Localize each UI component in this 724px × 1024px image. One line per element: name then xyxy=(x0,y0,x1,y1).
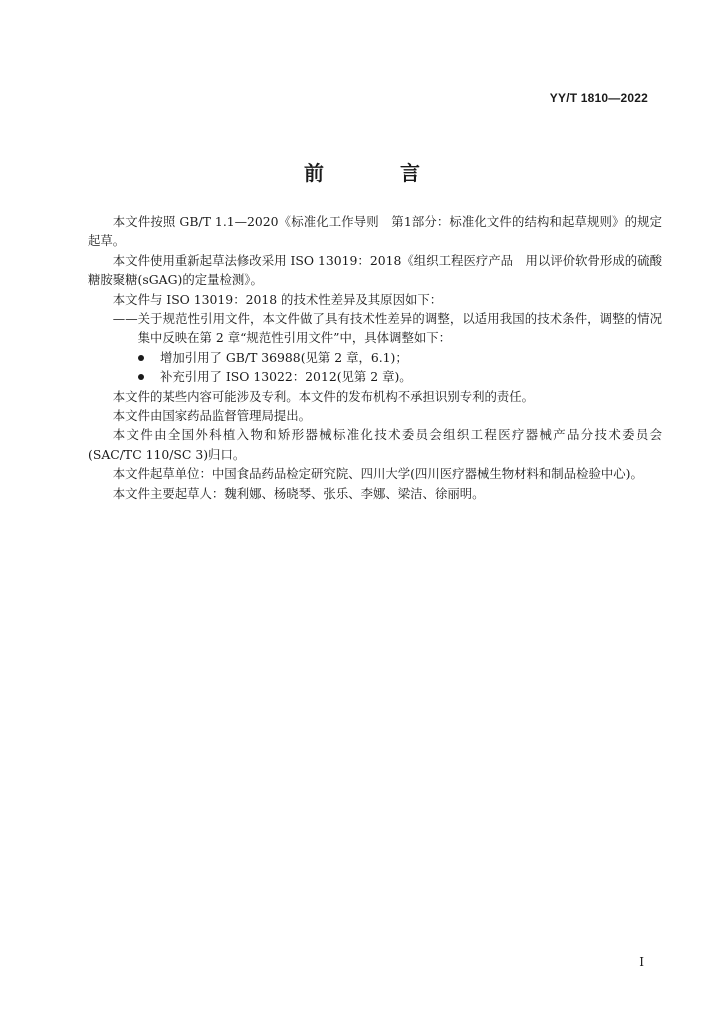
paragraph-committee: 本文件由全国外科植入物和矫形器械标准化技术委员会组织工程医疗器械产品分技术委员会(SAC/TC 110/SC 3)归口。 xyxy=(88,427,662,462)
bullet-item-1 xyxy=(88,348,662,367)
foreword-body xyxy=(88,212,662,503)
bullet-dot-icon xyxy=(138,374,144,380)
document-code: YY/T 1810—2022 xyxy=(549,91,648,105)
bullet-item-2 xyxy=(88,367,662,386)
paragraph-patent: 本文件的某些内容可能涉及专利。本文件的发布机构不承担识别专利的责任。 xyxy=(112,388,535,404)
paragraph-proposer: 本文件由国家药品监督管理局提出。 xyxy=(112,408,312,424)
paragraph-adoption: 本文件使用重新起草法修改采用 ISO 13019：2018《组织工程医疗产品 用以评价软骨形成的硫酸糖胺聚糖(sGAG)的定量检测》。 xyxy=(88,252,662,288)
paragraph-drafting-rules: 本文件按照 GB/T 1.1—2020《标准化工作导则 第1部分：标准化文件的结构和起草规则》的规定起草。 xyxy=(88,214,662,249)
bullet-text: 补充引用了 ISO 13022：2012(见第 2 章)。 xyxy=(160,369,412,385)
bullet-dot-icon xyxy=(138,355,144,361)
paragraph-differences-intro: 本文件与 ISO 13019：2018 的技术性差异及其原因如下： xyxy=(112,291,443,307)
page-title: 前 言 xyxy=(304,161,448,185)
paragraph-drafters: 本文件主要起草人：魏利娜、杨晓琴、张乐、李娜、梁洁、徐丽明。 xyxy=(112,485,485,501)
list-item-normative-references: ——关于规范性引用文件，本文件做了具有技术性差异的调整，以适用我国的技术条件，调整的情况集中反映在第 2 章“规范性引用文件”中，具体调整如下： xyxy=(112,311,662,346)
paragraph-drafting-units: 本文件起草单位：中国食品药品检定研究院、四川大学(四川医疗器械生物材料和制品检验中心)。 xyxy=(112,466,643,482)
page-number: I xyxy=(639,955,644,969)
bullet-text: 增加引用了 GB/T 36988(见第 2 章，6.1)； xyxy=(160,349,408,365)
